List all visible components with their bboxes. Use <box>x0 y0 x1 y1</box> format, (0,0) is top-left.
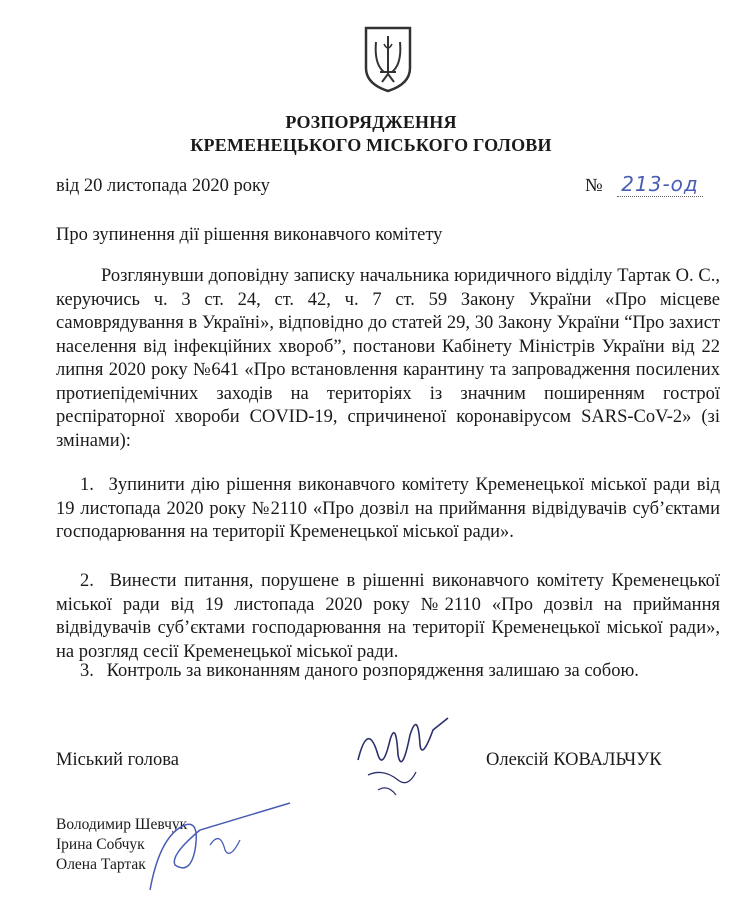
item-number: 2. <box>80 571 94 591</box>
document-issuer-title: КРЕМЕНЕЦЬКОГО МІСЬКОГО ГОЛОВИ <box>190 135 552 155</box>
document-date: від 20 листопада 2020 року <box>56 176 270 196</box>
item-number: 1. <box>80 475 94 495</box>
handwritten-signature-icon <box>338 700 458 810</box>
signatory-role: Міський голова <box>56 750 179 770</box>
trident-emblem-icon <box>362 24 414 94</box>
copy-recipient: Ірина Собчук <box>56 836 145 853</box>
intro-paragraph: Розглянувши доповідну записку начальника юридичного відділу Тартак О. С., керуючись ч. 3 ст. 24, ст. 42, ч. 7 ст. 59 Закону України «Про місцеве самоврядування в Україні», відповідно до статей 29, 30 Закону України “Про захист населення від інфекційних хвороб”, постанови Кабінету Міністрів України від 22 липня 2020 року №641 «Про встановлення карантину та запровадження посилених протиепідемічних заходів на територіях із значним поширенням гострої респіраторної хвороби COVID-19, спричиненої коронавірусом SARS-CoV-2» (зі змінами): <box>56 266 720 451</box>
item-number: 3. <box>80 661 94 681</box>
list-item <box>56 660 720 684</box>
item-text: Винести питання, порушене в рішенні виконавчого комітету Кременецької міської ради від 19 листопада 2020 року №2110 «Про дозвіл на приймання відвідувачів суб’єктами господарювання на території Кременецької міської ради», на розгляд сесії Кременецької міської ради. <box>56 571 721 662</box>
document-type-title: РОЗПОРЯДЖЕННЯ <box>285 112 457 132</box>
initials-signature-icon <box>140 795 300 895</box>
number-sign: № <box>585 176 603 196</box>
copy-recipient: Володимир Шевчук <box>56 816 188 833</box>
signatory-name: Олексій КОВАЛЬЧУК <box>486 750 662 770</box>
document-number <box>585 172 703 197</box>
list-item <box>56 570 720 664</box>
list-item <box>56 474 720 545</box>
number-value: 213-од <box>617 172 702 197</box>
document-subject: Про зупинення дії рішення виконавчого комітету <box>56 225 443 245</box>
copy-recipient: Олена Тартак <box>56 856 146 873</box>
item-text: Зупинити дію рішення виконавчого комітету Кременецької міської ради від 19 листопада 2020 року №2110 «Про дозвіл на приймання відвідувачів суб’єктами господарювання на території Кременецької міської ради». <box>56 475 720 542</box>
item-text: Контроль за виконанням даного розпорядження залишаю за собою. <box>106 661 639 681</box>
